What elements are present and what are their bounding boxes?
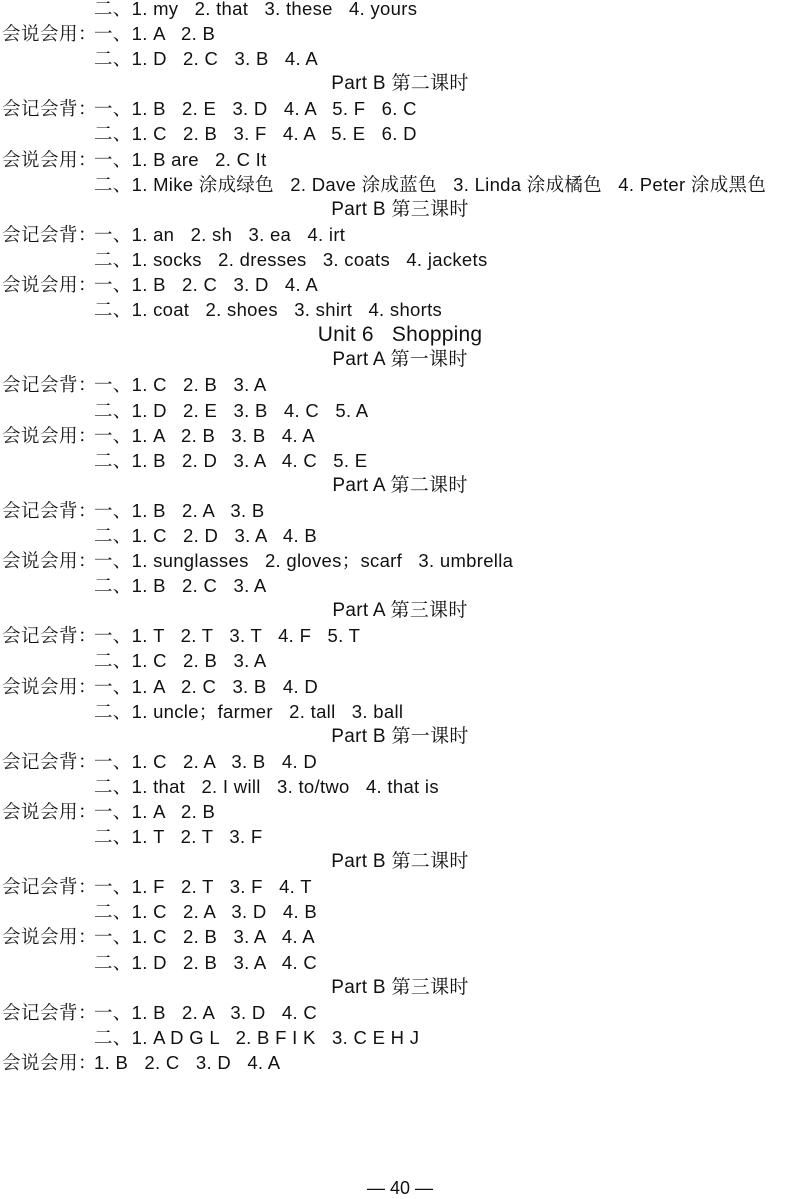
answer-text: 一、1. B 2. E 3. D 4. A 5. F 6. C (94, 98, 417, 120)
section-label: 会记会背： (2, 625, 98, 647)
section-heading: Part B 第三课时 (331, 198, 469, 220)
section-label: 会说会用： (2, 675, 98, 697)
answer-text: 二、1. C 2. D 3. A 4. B (94, 524, 317, 546)
answer-line (0, 774, 800, 799)
answer-line-labeled (0, 272, 800, 297)
answer-line-labeled (0, 1000, 800, 1025)
answer-line (0, 448, 800, 473)
answer-line-labeled (0, 874, 800, 899)
answer-line (0, 247, 800, 272)
answer-line-labeled (0, 924, 800, 949)
answer-text: 二、1. B 2. C 3. A (94, 575, 267, 597)
section-label: 会说会用： (2, 550, 98, 572)
section-label: 会记会背： (2, 750, 98, 772)
section-label: 会说会用： (2, 274, 98, 296)
answer-text: 一、1. A 2. C 3. B 4. D (94, 675, 319, 697)
answer-line (0, 950, 800, 975)
answer-line (0, 1025, 800, 1050)
answer-line (0, 899, 800, 924)
answer-text: 一、1. A 2. B (94, 23, 216, 45)
answer-text: 一、1. B are 2. C It (94, 148, 267, 170)
page-number: — 40 — (366, 1178, 434, 1198)
section-label: 会记会背： (2, 499, 98, 521)
answer-text: 一、1. A 2. B (94, 801, 216, 822)
answer-text: 二、1. D 2. E 3. B 4. C 5. A (94, 399, 369, 421)
unit-title: Unit 6 Shopping (317, 323, 483, 347)
answer-text: 二、1. C 2. B 3. F 4. A 5. E 6. D (94, 123, 417, 145)
answer-text: 一、1. C 2. A 3. B 4. D (94, 750, 317, 772)
answer-text: 二、1. Mike 涂成绿色 2. Dave 涂成蓝色 3. Linda 涂成橘色 4. Peter 涂成黑色 (94, 173, 767, 195)
section-heading: Part A 第一课时 (332, 349, 468, 371)
answer-line (0, 297, 800, 322)
answer-line-labeled (0, 222, 800, 247)
answer-line (0, 0, 800, 21)
section-label: 会记会背： (2, 1001, 98, 1023)
answer-line (0, 699, 800, 724)
answer-line-labeled (0, 674, 800, 699)
answer-text: 二、1. B 2. D 3. A 4. C 5. E (94, 449, 368, 471)
answer-line-labeled (0, 548, 800, 573)
answer-text: 二、1. uncle；farmer 2. tall 3. ball (94, 700, 404, 722)
answer-line-labeled (0, 799, 800, 824)
answer-text: 二、1. C 2. B 3. A (94, 650, 267, 672)
answer-text: 二、1. D 2. B 3. A 4. C (94, 951, 317, 973)
answer-text: 一、1. B 2. A 3. B (94, 499, 265, 521)
section-label: 会说会用： (2, 926, 98, 948)
section-label: 会说会用： (2, 424, 98, 446)
section-label: 会记会背： (2, 374, 98, 396)
answer-text: 一、1. B 2. A 3. D 4. C (94, 1001, 317, 1023)
answer-line (0, 573, 800, 598)
answer-line (0, 398, 800, 423)
section-label: 会说会用： (2, 1051, 98, 1073)
section-heading: Part B 第二课时 (331, 73, 469, 95)
answer-text: 二、1. my 2. that 3. these 4. yours (94, 0, 418, 19)
answer-text: 二、1. A D G L 2. B F I K 3. C E H J (94, 1026, 420, 1048)
answer-text: 一、1. C 2. B 3. A (94, 374, 267, 396)
answer-line (0, 648, 800, 673)
answer-text: 一、1. A 2. B 3. B 4. A (94, 424, 315, 446)
answer-line-labeled (0, 96, 800, 121)
answer-line-labeled (0, 498, 800, 523)
section-label: 会记会背： (2, 98, 98, 120)
answer-text: 一、1. B 2. C 3. D 4. A (94, 274, 319, 296)
answer-text: 一、1. an 2. sh 3. ea 4. irt (94, 223, 346, 245)
section-label: 会记会背： (2, 876, 98, 898)
section-heading: Part B 第一课时 (331, 725, 469, 747)
section-label: 会说会用： (2, 801, 98, 822)
section-heading: Part A 第三课时 (332, 600, 468, 622)
answer-line (0, 121, 800, 146)
answer-text: 一、1. sunglasses 2. gloves；scarf 3. umbrella (94, 550, 514, 572)
section-heading: Part B 第三课时 (331, 976, 469, 998)
answer-line-labeled (0, 623, 800, 648)
answer-text: 一、1. T 2. T 3. T 4. F 5. T (94, 625, 361, 647)
answer-line (0, 172, 800, 197)
answer-text: 一、1. C 2. B 3. A 4. A (94, 926, 315, 948)
answer-text: 1. B 2. C 3. D 4. A (94, 1051, 281, 1073)
section-label: 会记会背： (2, 223, 98, 245)
answer-text: 二、1. that 2. I will 3. to/two 4. that is (94, 775, 439, 797)
answer-text: 二、1. D 2. C 3. B 4. A (94, 48, 319, 70)
answer-line-labeled (0, 749, 800, 774)
section-label: 会说会用： (2, 148, 98, 170)
answer-text: 二、1. socks 2. dresses 3. coats 4. jackets (94, 248, 488, 270)
section-heading: Part B 第二课时 (331, 851, 469, 873)
answer-line-labeled (0, 372, 800, 397)
answer-line-labeled (0, 147, 800, 172)
answer-line (0, 523, 800, 548)
answer-text: 二、1. T 2. T 3. F (94, 826, 263, 848)
answer-line-labeled (0, 1050, 800, 1075)
answer-line-labeled (0, 21, 800, 46)
answer-text: 二、1. C 2. A 3. D 4. B (94, 901, 317, 923)
answer-text: 二、1. coat 2. shoes 3. shirt 4. shorts (94, 299, 443, 321)
answer-line (0, 46, 800, 71)
answer-text: 一、1. F 2. T 3. F 4. T (94, 876, 312, 898)
answer-line (0, 824, 800, 849)
answer-line-labeled (0, 423, 800, 448)
section-label: 会说会用： (2, 23, 98, 45)
section-heading: Part A 第二课时 (332, 474, 468, 496)
